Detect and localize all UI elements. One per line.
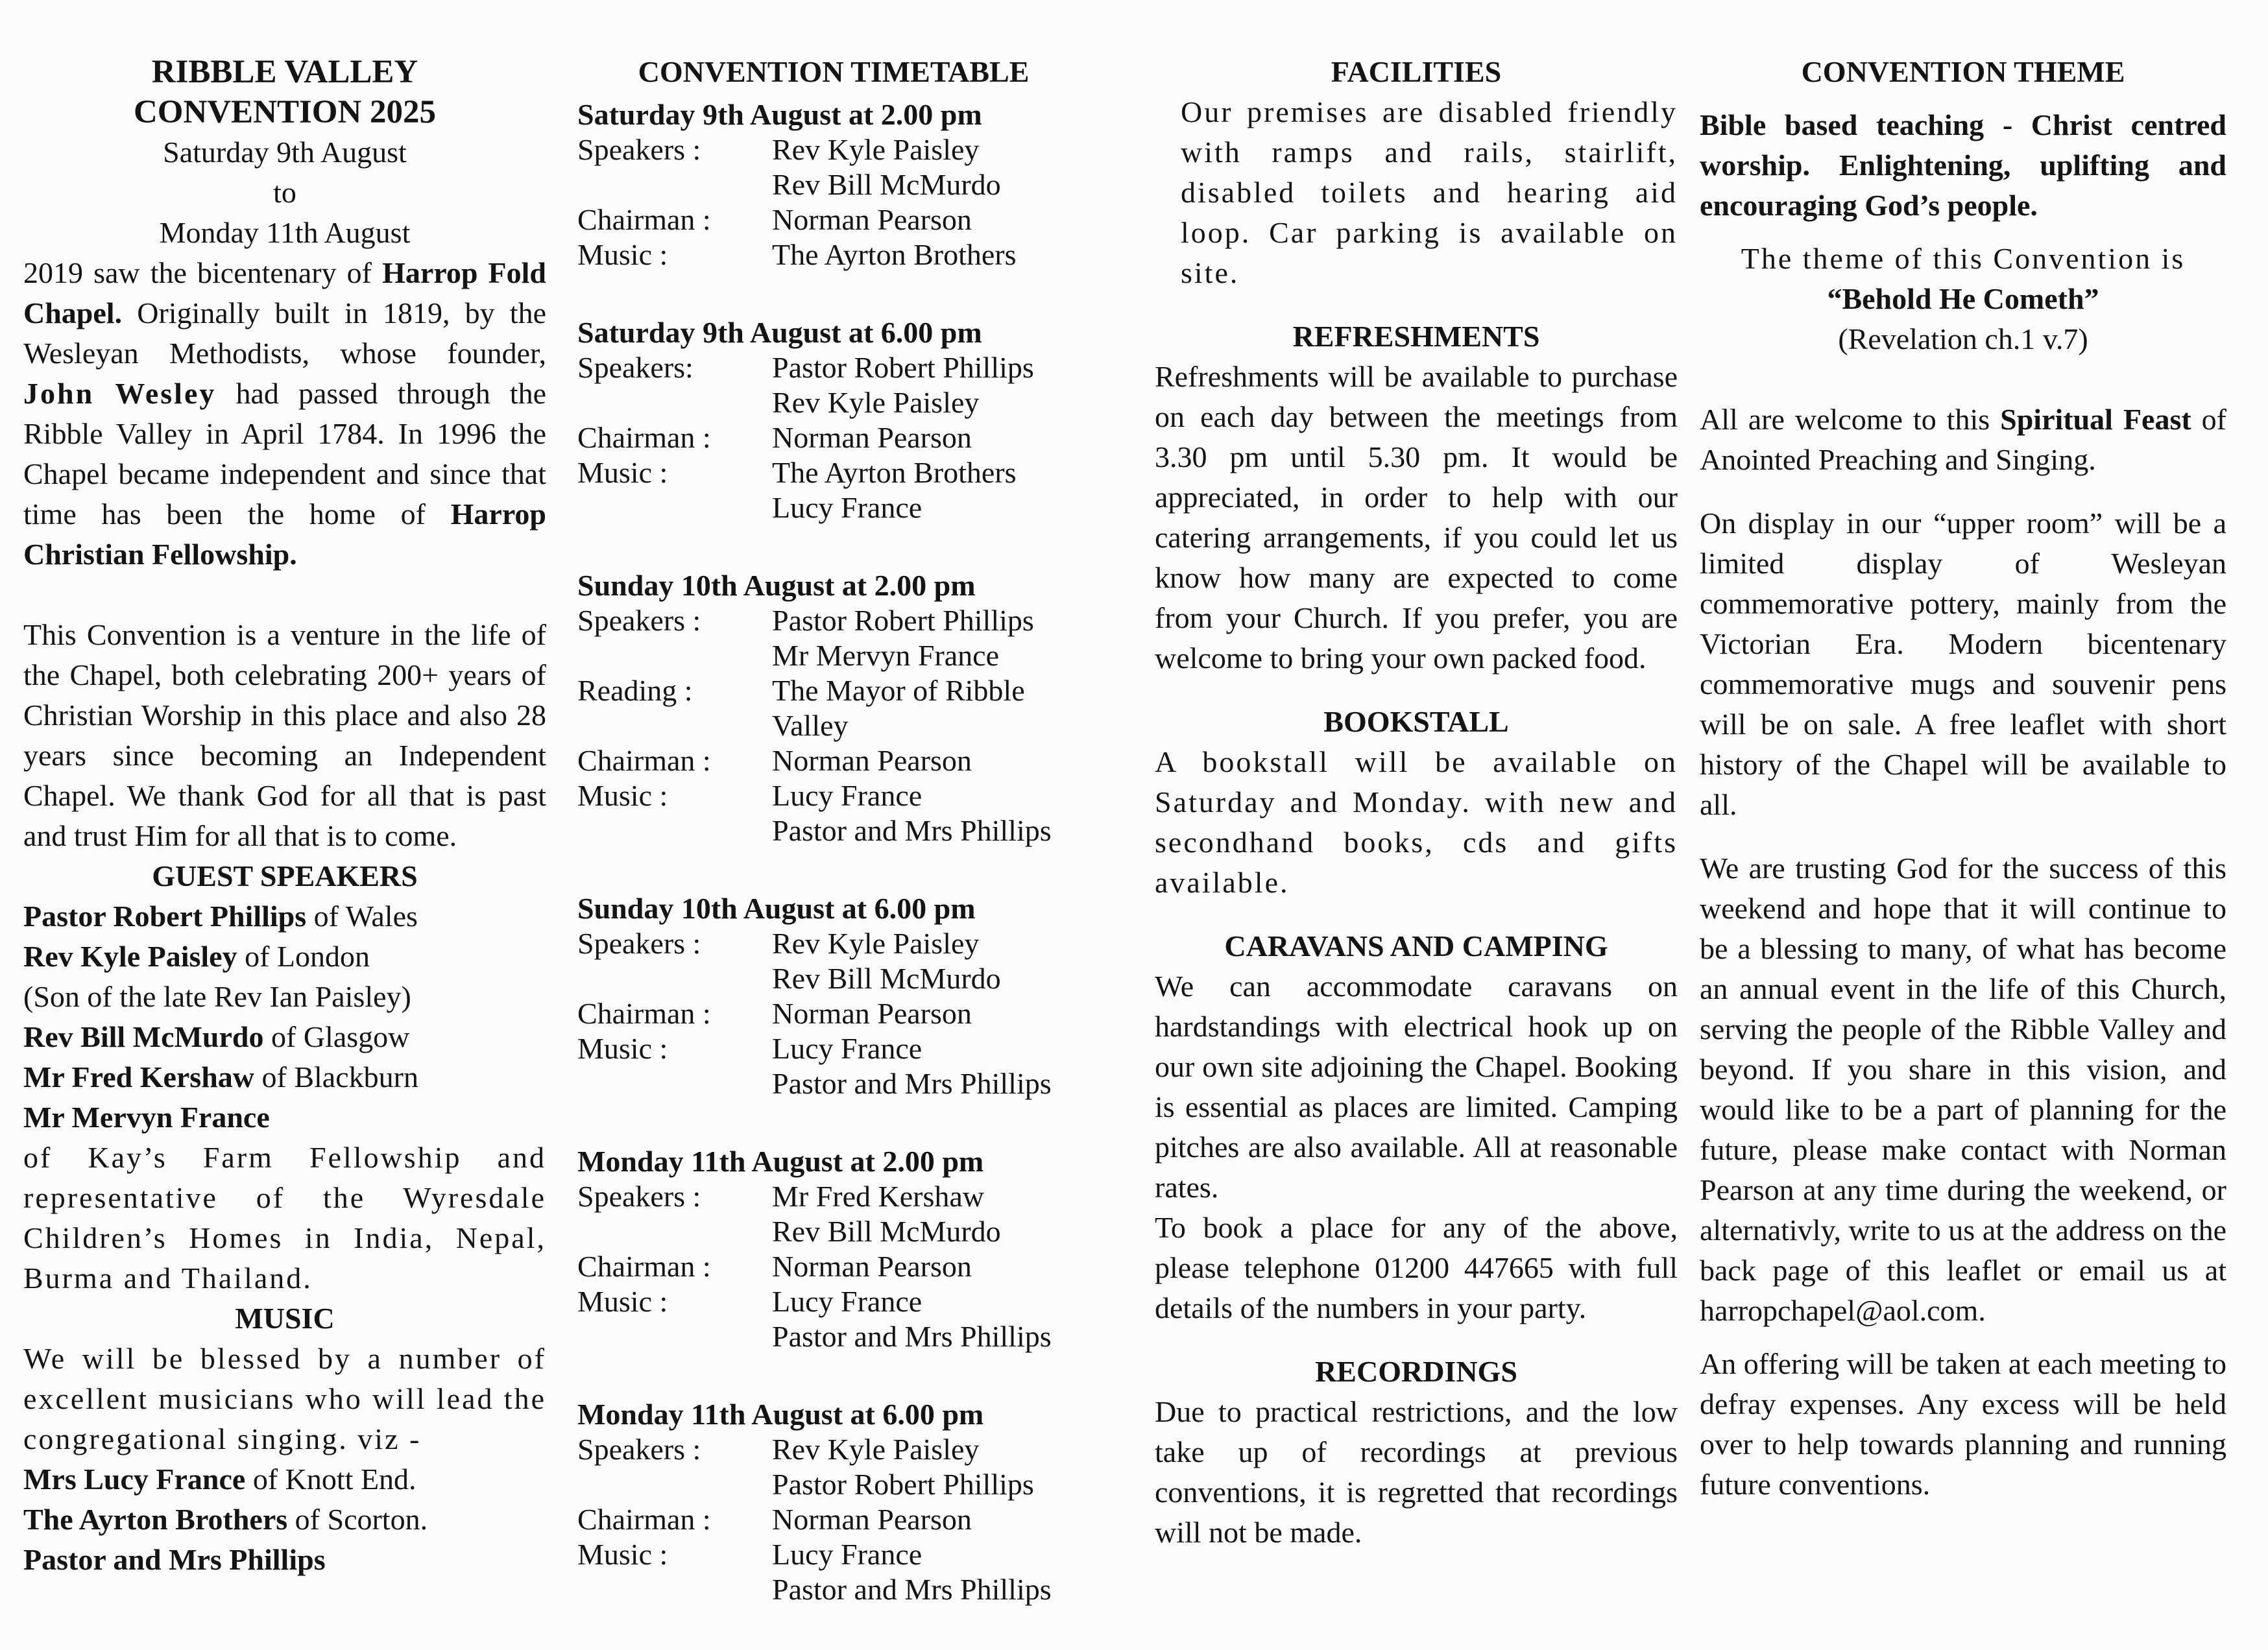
recordings-text: Due to practical restrictions, and the low take up of recordings at previous conventions, it is regretted that recordings will not be made. [1155,1395,1678,1549]
session-row [577,132,1083,167]
session-row [577,237,1083,272]
session-person: Pastor and Mrs Phillips [772,1320,1052,1353]
date-end: Monday 11th August [159,216,411,249]
intro-text-3: had passed through the Ribble Valley in April 1784. In 1996 the Chapel became independent and since that time has been the home of [23,377,547,531]
info-column [1155,52,1678,1553]
session-row [577,1284,1083,1319]
theme-statement: Bible based teaching - Christ centred worship. Enlightening, uplifting and encouraging God’s people. [1700,108,2226,222]
theme-column [1700,52,2226,1505]
session-row [577,926,1083,961]
session-person: Pastor and Mrs Phillips [772,1573,1052,1606]
refreshments-heading: REFRESHMENTS [1292,320,1540,353]
venture-paragraph: This Convention is a venture in the life of the Chapel, both celebrating 200+ years of Christian Worship in this place and also 28 years since becoming an Independent Chapel. We thank God for all that is past and trust Him for all that is to come. [23,618,546,852]
intro-bold-chapel: Harrop Fold Chapel. [23,256,546,329]
session-role: Speakers : [577,604,701,637]
session-row [577,996,1083,1031]
timetable-session [577,568,1090,848]
session-role [577,1214,772,1249]
session-person: Rev Kyle Paisley [772,133,980,166]
session-role: Speakers : [577,1433,701,1466]
caravans-text: We can accommodate caravans on hardstandings with electrical hook up on our own site adjoining the Chapel. Booking is essential as places are limited. Camping pitches are also available. All at reasonable rates. [1155,970,1678,1204]
session-role: Speakers: [577,351,694,384]
session-row [577,167,1083,202]
session-role: Reading : [577,674,693,707]
session-row [577,1031,1083,1066]
session-person: Pastor and Mrs Phillips [772,814,1052,847]
session-row [577,420,1083,455]
session-person: Rev Kyle Paisley [772,1433,980,1466]
session-person: Rev Kyle Paisley [772,386,980,419]
session-person: Pastor Robert Phillips [772,351,1034,384]
session-row [577,1066,1083,1101]
session-person: Rev Kyle Paisley [772,927,980,960]
session-role [577,167,772,202]
theme-title: “Behold He Cometh” [1827,282,2099,315]
welcome-paragraph: All are welcome to this Spiritual Feast of Anointed Preaching and Singing. [1700,403,2226,476]
session-row [577,1214,1083,1249]
timetable-session [577,97,1090,272]
date-start: Saturday 9th August [163,136,407,169]
session-row [577,202,1083,237]
musicians-list [23,1459,546,1580]
guest-speaker-item: Rev Bill McMurdo of Glasgow [23,1020,410,1053]
caravans-booking-text: To book a place for any of the above, please telephone 01200 447665 with full details of the numbers in your party. [1155,1211,1678,1324]
session-title: Sunday 10th August at 6.00 pm [577,892,976,925]
session-row [577,603,1083,638]
session-role [577,1319,772,1354]
timetable-column [577,52,1090,1650]
session-role: Music : [577,1285,668,1318]
convention-title-line2: CONVENTION 2025 [133,94,437,130]
session-person: Norman Pearson [772,421,972,454]
session-person: Rev Bill McMurdo [772,962,1001,995]
session-person: Mr Mervyn France [772,639,1000,672]
session-title: Saturday 9th August at 6.00 pm [577,316,982,349]
timetable-sessions [577,97,1090,1607]
session-person: Pastor Robert Phillips [772,1468,1034,1501]
offering-paragraph: An offering will be taken at each meeting to defray expenses. Any excess will be held over to help towards planning and running future conventions. [1700,1347,2226,1501]
session-row [577,778,1083,813]
session-row [577,1249,1083,1284]
facilities-heading: FACILITIES [1331,55,1502,88]
session-role: Music : [577,779,668,812]
guest-speaker-item: (Son of the late Rev Ian Paisley) [23,980,411,1013]
refreshments-text: Refreshments will be available to purchase on each day between the meetings from 3.30 pm until 5.30 pm. It would be appreciated, in order to help with our catering arrangements, if you could let us know how many are expected to come from your Church. If you prefer, you are welcome to bring your own packed food. [1155,360,1678,675]
timetable-session [577,315,1090,525]
guest-speaker-item: Mr Fred Kershaw of Blackburn [23,1060,418,1094]
display-paragraph: On display in our “upper room” will be a limited display of Wesleyan commemorative pottery, mainly from the Victorian Era. Modern bicentenary commemorative mugs and souvenir pens will be on sale. A free leaflet with short history of the Chapel will be available to all. [1700,507,2226,821]
intro-column [23,52,546,1580]
session-person: Pastor and Mrs Phillips [772,1067,1052,1100]
timetable-session [577,891,1090,1101]
session-person: Lucy France [772,1032,923,1065]
musician-item: Pastor and Mrs Phillips [23,1543,326,1576]
session-title: Monday 11th August at 6.00 pm [577,1398,984,1431]
facilities-text: Our premises are disabled friendly with ramps and rails, stairlift, disabled toilets and hearing aid loop. Car parking is available on site. [1181,95,1678,289]
session-role [577,638,772,673]
session-row [577,743,1083,778]
session-row [577,638,1083,673]
bookstall-text: A bookstall will be available on Saturday and Monday. with new and secondhand books, cds and gifts available. [1155,745,1678,899]
session-row [577,385,1083,420]
session-role [577,1066,772,1101]
timetable-session [577,1397,1090,1607]
session-person: Rev Bill McMurdo [772,1215,1001,1248]
guest-speakers-list [23,896,546,1138]
session-title: Monday 11th August at 2.00 pm [577,1145,984,1178]
timetable-session [577,1144,1090,1354]
session-role: Speakers : [577,1180,701,1213]
session-row [577,490,1083,525]
session-row [577,813,1083,848]
session-person: Lucy France [772,779,923,812]
session-role: Chairman : [577,1250,711,1283]
session-role: Music : [577,1538,668,1571]
session-role: Chairman : [577,744,711,777]
session-person: The Ayrton Brothers [772,238,1017,271]
session-person: Rev Bill McMurdo [772,168,1001,201]
intro-text-1: 2019 saw the bicentenary of [23,256,383,289]
session-role: Chairman : [577,1503,711,1536]
timetable-heading: CONVENTION TIMETABLE [638,55,1030,88]
session-row [577,1179,1083,1214]
theme-heading: CONVENTION THEME [1801,55,2125,88]
session-person: Norman Pearson [772,997,972,1030]
session-row [577,1432,1083,1467]
session-role: Music : [577,238,668,271]
session-person: Norman Pearson [772,203,972,236]
session-row [577,1319,1083,1354]
session-person: Lucy France [772,491,923,524]
session-row [577,673,1083,743]
date-to: to [273,176,296,209]
session-title: Saturday 9th August at 2.00 pm [577,98,982,131]
session-person: Lucy France [772,1538,923,1571]
intro-text-2: Originally built in 1819, by the Wesleyan Methodists, whose founder, [23,296,546,370]
session-role [577,490,772,525]
session-row [577,1537,1083,1572]
session-row [577,961,1083,996]
musician-item: Mrs Lucy France of Knott End. [23,1463,416,1496]
session-role: Speakers : [577,927,701,960]
convention-title-line1: RIBBLE VALLEY [151,54,418,90]
session-role [577,961,772,996]
session-role: Music : [577,1032,668,1065]
session-row [577,1467,1083,1502]
guest-speaker-item: Mr Mervyn France [23,1101,270,1134]
caravans-heading: CARAVANS AND CAMPING [1224,929,1608,963]
session-row [577,1572,1083,1607]
session-role [577,813,772,848]
session-person: Mr Fred Kershaw [772,1180,985,1213]
intro-paragraph [23,253,546,575]
session-person: Norman Pearson [772,744,972,777]
trust-paragraph: We are trusting God for the success of this weekend and hope that it will continue to be a blessing to many, of what has become an annual event in the life of this Church, serving the people of the Ribble Valley and beyond. If you share in this vision, and would like to be a part of planning for the future, please make contact with Norman Pearson at any time during the weekend, or alternativly, write to us at the address on the back page of this leaflet or email us at harropchapel@aol.com. [1700,852,2226,1327]
session-person: The Mayor of Ribble Valley [772,674,1025,742]
session-person: Norman Pearson [772,1503,972,1536]
session-person: Lucy France [772,1285,923,1318]
session-person: Norman Pearson [772,1250,972,1283]
session-role: Music : [577,456,668,489]
session-role: Speakers : [577,133,701,166]
session-role [577,1467,772,1502]
intro-bold-wesley: John Wesley [23,377,217,410]
session-person: The Ayrton Brothers [772,456,1017,489]
session-person: Pastor Robert Phillips [772,604,1034,637]
guest-speakers-heading: GUEST SPEAKERS [152,859,418,892]
musician-item: The Ayrton Brothers of Scorton. [23,1503,428,1536]
session-row [577,455,1083,490]
mervyn-description: of Kay’s Farm Fellowship and representative of the Wyresdale Children’s Homes in India, Nepal, Burma and Thailand. [23,1141,546,1295]
session-role: Chairman : [577,997,711,1030]
music-heading: MUSIC [235,1302,335,1335]
session-role: Chairman : [577,203,711,236]
theme-intro: The theme of this Convention is [1741,242,2186,275]
session-title: Sunday 10th August at 2.00 pm [577,569,976,602]
guest-speaker-item: Pastor Robert Phillips of Wales [23,900,418,933]
session-row [577,350,1083,385]
guest-speaker-item: Rev Kyle Paisley of London [23,940,370,973]
session-row [577,1502,1083,1537]
recordings-heading: RECORDINGS [1315,1355,1517,1388]
session-role [577,385,772,420]
theme-reference: (Revelation ch.1 v.7) [1838,322,2088,355]
session-role [577,1572,772,1607]
session-role: Chairman : [577,421,711,454]
intro-bold-fellowship: Harrop Christian Fellowship. [23,497,546,571]
music-intro: We will be blessed by a number of excellent musicians who will lead the congregational singing. viz - [23,1342,546,1455]
bookstall-heading: BOOKSTALL [1323,705,1509,738]
